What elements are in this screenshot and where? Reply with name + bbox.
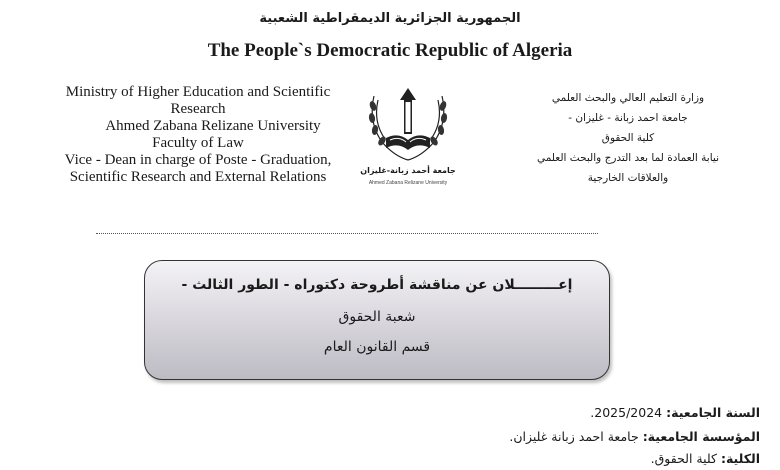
academic-year-value: 2025/2024. [590, 405, 663, 420]
english-country-title: The People`s Democratic Republic of Algeria [207, 40, 573, 61]
ministry-line-cont: Research [170, 101, 226, 117]
faculty-label: الكلية: [720, 451, 760, 466]
institution-row [240, 429, 760, 444]
relations-line-ar: والعلاقات الخارجية [587, 172, 669, 184]
ministry-line: Ministry of Higher Education and Scientific [65, 84, 331, 100]
dotted-divider [96, 233, 598, 234]
vice-dean-line: Vice - Dean in charge of Poste - Graduation, [64, 152, 332, 168]
ministry-line-ar: وزارة التعليم العالي والبحث العلمي [551, 92, 705, 104]
vice-dean-line-ar: نيابة العمادة لما بعد التدرج والبحث العلمي [536, 152, 720, 164]
banner-department: قسم القانون العام [323, 339, 431, 355]
institution-value: جامعة احمد زبانة غليزان. [509, 429, 639, 444]
arabic-institution-block [510, 88, 746, 188]
banner-branch: شعبة الحقوق [338, 309, 416, 325]
faculty-value: كلية الحقوق. [650, 451, 717, 466]
institution-label: المؤسسة الجامعية: [642, 429, 760, 444]
arabic-country-title: الجمهورية الجزائرية الديمقراطية الشعبية [259, 11, 521, 26]
relations-line: Scientific Research and External Relations [69, 169, 327, 185]
logo-caption-english: Ahmed Zabana Relizane University [368, 180, 448, 186]
faculty-line: Faculty of Law [152, 135, 244, 151]
announcement-banner [144, 260, 610, 380]
academic-year-row [240, 405, 760, 420]
university-line-ar: جامعة احمد زبانة - غليزان - [568, 112, 688, 124]
academic-year-label: السنة الجامعية: [666, 405, 760, 420]
banner-title: إعـــــــــلان عن مناقشة أطروحة دكتوراه - الطور الثالث - [181, 277, 573, 293]
faculty-row [240, 451, 760, 466]
logo-caption-arabic: جامعة أحمد زبانة-غليزان [360, 166, 456, 175]
university-line: Ahmed Zabana Relizane University [105, 118, 321, 134]
english-institution-block [48, 84, 348, 186]
faculty-line-ar: كلية الحقوق [601, 132, 655, 144]
